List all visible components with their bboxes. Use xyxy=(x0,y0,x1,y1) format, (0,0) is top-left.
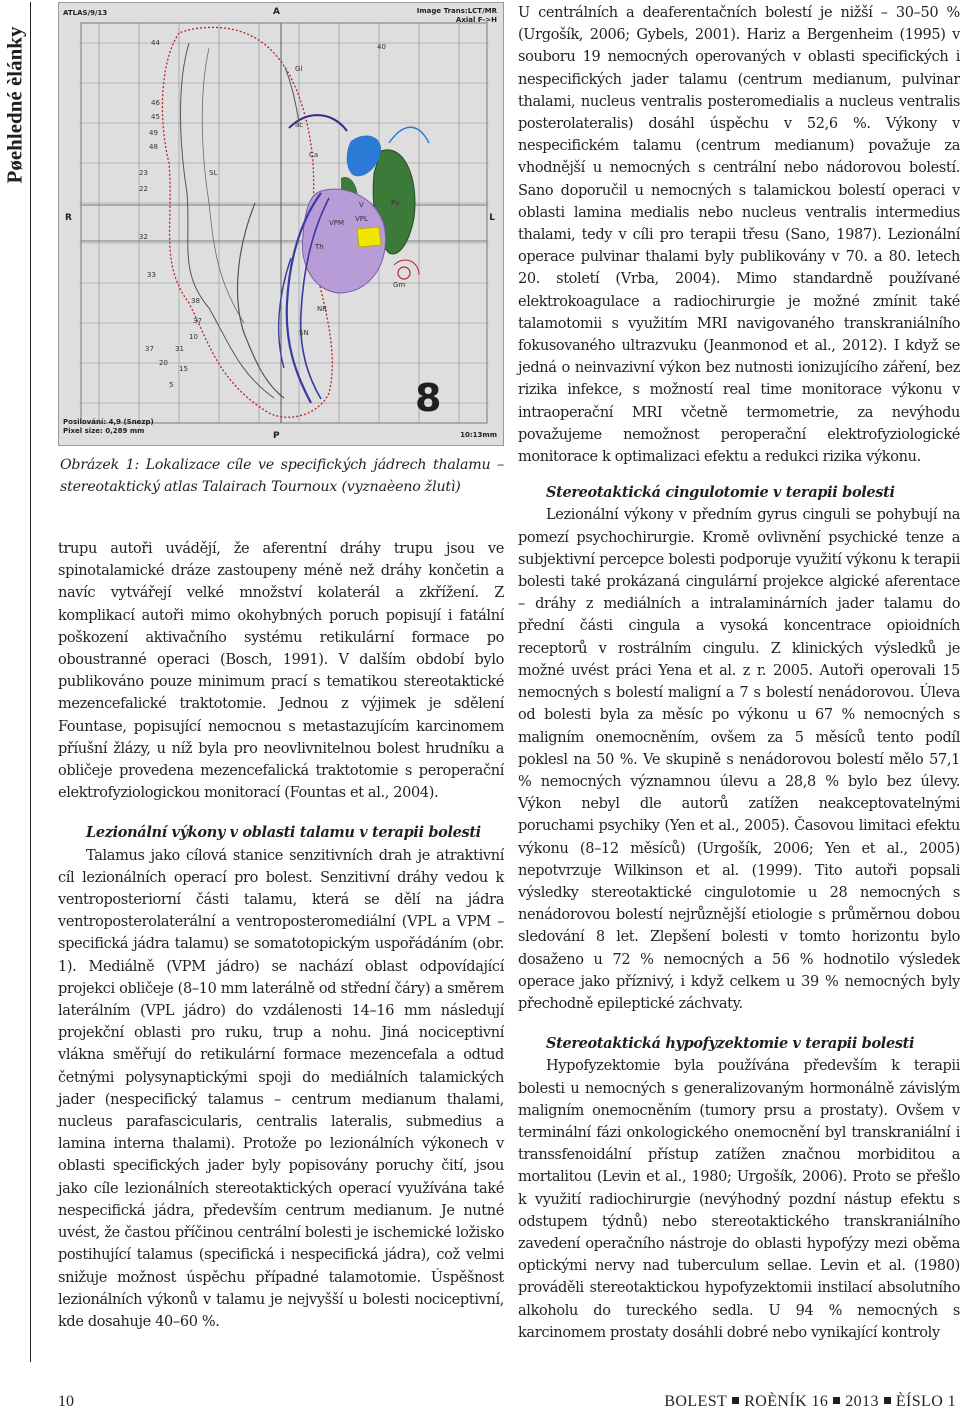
right-column xyxy=(518,2,960,1344)
atlas-label: 15 xyxy=(179,365,188,373)
side-rule xyxy=(30,2,31,1362)
page-number: 10 xyxy=(58,1393,74,1410)
atlas-label: 33 xyxy=(147,271,156,279)
journal-issue: ÈÍSLO 1 xyxy=(895,1393,956,1410)
right-paragraph-2: Lezionální výkony v předním gyrus cinguli se pohybují na pomezí psychochirurgie. Kromě ovlivnění psychické tenze a subjektivní percepce bolesti podporuje využití výkonu k terapii bolesti také prokázaná cingulární projekce algické aferentace – dráhy z mediálních a intralaminárních jader talamu do přední části cingula a vysoká koncentrace opioidních receptorů v rostrálním cingulu. Z klinických výsledků je možné uvést práci Yena et al. z r. 2005. Autoři operovali 15 nemocných s bolestí maligní a 7 s bolestí nenádorovou. Úleva od bolesti byla za měsíc po výkonu u 67 % nemocných s maligním onemocněním, ovšem za 5 měsíců tento podíl poklesl na 50 %. Ve skupině s nenádorovou bolestí mělo 57,1 % nemocných významnou úlevu a 28,8 % bylo bez úlevy. Výkon nebyl dle autorů zatížen neakceptovatelnými poruchami psychiky (Yen et al., 2005). Časovou limitaci efektu výkonu (8–12 měsíců) (Urgošík, 2006; Yen et al., 2005) nepotvrzuje Wilkinson et al. (1999). Tito autoři popsali výsledky stereotaktické cingulotomie u 28 nemocných s nenádorovou bolestí nejrůznější etiologie s průměrnou dobou sledování 8 let. Zlepšení bolesti v tomto horizontu bylo dosaženo u 72 % nemocných a 56 % hodnotilo výsledek operace jako příznivý, i když celkem u 39 % nemocných byly přechodně epileptické záchvaty. xyxy=(518,507,960,1012)
atlas-label: SN xyxy=(299,329,309,337)
figure-edge-r: R xyxy=(65,213,72,223)
right-paragraph-1: U centrálních a deaferentačních bolestí je nižší – 30–50 % (Urgošík, 2006; Gybels, 2001). Hariz a Bergenheim (1995) v souboru 19 nemocných operovaných v oblasti specifických i nespecifických jader talamu (centrum medianum, pulvinar thalami, nucleus ventralis posteromedialis a nucleus ventralis posterolateralis) dosáhl úspěchu v 52,6 %. Výkony v nespecifickém talamu (centrum medianum) považuje za vhodnější u nemocných s centrální nebo nádorovou bolestí. Sano doporučil u nemocných s talamickou bolestí operaci v oblasti lamina medialis nebo nucleus ventralis intermedius thalami, tedy v cíli pro terapii třesu (Sano, 1987). Lezionální operace pulvinar thalami byly publikovány v 70. a 80. letech 20. století (Vrba, 2004). Mimo standardně používané elektrokoagulace a radiochirurgie je možné zmínit také talamotomii s využitím MRI navigovaného transkraniálního fokusovaného ultrazvuku (Jeanmonod et al., 2012). I když se jedná o neinvazivní výkon bez nutnosti ionizujícího záření, bez rizika infekce, s možností real time monitorace výkonu v intraoperační MRI včetně termometrie, za nevýhodu považujeme nemožnost peroperační elektrofyziologické monitorace k optimalizaci efektu a redukci rizika výkonu. xyxy=(518,5,960,466)
atlas-label: 37 xyxy=(145,345,154,353)
target-yellow xyxy=(357,227,381,247)
section-heading-cingulotomy: Stereotaktická cingulotomie v terapii bolesti xyxy=(546,484,895,502)
section-label xyxy=(0,0,30,210)
atlas-label: 37 xyxy=(193,317,202,325)
caption-text: Lokalizace cíle ve specifických jádrech thalamu – stereotaktický atlas Talairach Tournoux (vyznaèeno žlutì) xyxy=(60,457,504,495)
figure-big-number: 8 xyxy=(415,376,442,420)
atlas-label: 48 xyxy=(149,143,158,151)
figure-footer-left xyxy=(63,418,154,436)
square-separator-icon xyxy=(884,1397,891,1404)
square-separator-icon xyxy=(833,1397,840,1404)
figure-header-right-2: Axial F->H xyxy=(455,16,497,24)
caption-lead: Obrázek 1: xyxy=(60,457,140,473)
atlas-label: Pu xyxy=(391,199,400,207)
figure-header-left: ATLAS/9/13 xyxy=(63,9,108,17)
figure-footer-right: 10:13mm xyxy=(460,431,497,439)
section-label-text: Pøehledné èlánky xyxy=(2,26,27,184)
figure-footer-p: P xyxy=(273,431,280,441)
figure-header-right xyxy=(417,7,497,25)
square-separator-icon xyxy=(732,1397,739,1404)
atlas-label: 10 xyxy=(189,333,198,341)
atlas-figure xyxy=(58,2,504,446)
figure-edge-l: L xyxy=(489,213,495,223)
atlas-label: VPL xyxy=(355,215,368,223)
left-paragraph-1: trupu autoři uvádějí, že aferentní dráhy trupu jsou ve spinotalamické dráze zastoupeny méně než dráhy končetin a navíc vytvářejí velké množství kolaterál a zkřížení. Z komplikací autoři mimo okohybných poruch popisují i fatální poškození aktivačního systému retikulární formace po oboustranné operaci (Bosch, 1991). V dalším období bylo publikováno pouze minimum prací s tematikou stereotaktické mezencefalické traktotomie. Jednou z výjimek je sdělení Fountase, popisující nemocnou s metastazujícím karcinomem příušní žlázy, u níž byla pro neovlivnitelnou bolest hrudníku a obličeje provedena mezencefalická traktotomie s peroperační elektrofyziologickou monitorací (Fountas et al., 2004). xyxy=(58,541,504,802)
journal-name: BOLEST xyxy=(664,1393,728,1410)
atlas-label: Gl xyxy=(295,65,303,73)
atlas-label: Gm xyxy=(393,281,406,289)
left-paragraph-2: Talamus jako cílová stanice senzitivních drah je atraktivní cíl lezionálních operací pro bolest. Senzitivní dráhy vedou k ventroposteriorní části talamu, která se dělí na jádra ventroposterolaterální a ventroposteromediální (VPL a VPM – specifická jádra talamu) se somatotopickým uspořádáním (obr. 1). Mediálně (VPM jádro) se nachází oblast odpovídající projekci obličeje (8–10 mm laterálně od střední čáry) a směrem laterálním (VPL jádro) do vzdálenosti 14–16 mm následují projekční oblasti pro ruku, trup a nohu. Jiná nociceptivní vlákna směřují do retikulární formace mezencefala a odtud četnými polysynaptickými spoji do mediálních talamických jader (nespecifický talamus – centrum medianum thalami, nucleus parafascicularis, centralis lateralis, submedius a lamina interna thalami). Protože po lezionálních výkonech v oblasti specifických jader byly popisovány poruchy čití, jsou jako cíle lezionálních stereotaktických operací využívána také nespecifická jádra, především centrum medianum. Je nutné uvést, že častou příčinou centrální bolesti je ischemické ložisko postihující talamus (specifická i nespecifická jádra), což velmi snižuje možnost úspěchu případné talamotomie. Úspěšnost lezionálních výkonů v talamu je nejvyšší u bolesti nociceptivní, kde dosahuje 40–60 %. xyxy=(58,847,504,1330)
atlas-label: Th xyxy=(315,243,324,251)
atlas-label: NR xyxy=(317,305,328,313)
atlas-label: Ca xyxy=(309,151,319,159)
atlas-label: 49 xyxy=(149,129,158,137)
left-column xyxy=(58,538,504,1333)
atlas-label: 5 xyxy=(169,381,174,389)
journal-year: 2013 xyxy=(845,1393,879,1410)
figure-header-right-1: Image Trans:LCT/MR xyxy=(416,7,497,15)
figure-caption xyxy=(60,454,504,498)
atlas-label: 31 xyxy=(175,345,184,353)
journal-volume: ROÈNÍK 16 xyxy=(744,1393,829,1410)
atlas-label: 46 xyxy=(151,99,160,107)
atlas-label: 22 xyxy=(139,185,148,193)
figure-footer-left-1: Posilování: 4,9 (Snezp) xyxy=(63,418,154,426)
atlas-label: V xyxy=(359,201,364,209)
journal-footer xyxy=(664,1393,956,1411)
atlas-label: 20 xyxy=(159,359,168,367)
atlas-label: 23 xyxy=(139,169,148,177)
atlas-label: 32 xyxy=(139,233,148,241)
section-heading-hypophysectomy: Stereotaktická hypofyzektomie v terapii bolesti xyxy=(546,1035,915,1053)
figure-header-a: A xyxy=(273,7,280,17)
figure-footer-left-2: Pixel size: 0,289 mm xyxy=(63,427,145,435)
atlas-label: 44 xyxy=(151,39,160,47)
atlas-grid xyxy=(79,23,489,423)
atlas-label: VPM xyxy=(329,219,345,227)
atlas-label: 45 xyxy=(151,113,160,121)
right-paragraph-3: Hypofyzektomie byla používána především k terapii bolesti u nemocných s generalizovaným hormonálně závislým maligním onemocněním (tumory prsu a prostaty). Ovšem v terminální fázi onkologického onemocnění byl transkraniální i transsfenoidální přístup zatížen značnou morbiditou a mortalitou (Levin et al., 1980; Urgošík, 2006). Proto se přešlo k využití radiochirurgie (nevýhodný pozdní nástup efektu s odstupem týdnů) nebo stereotaktického transkraniálního zavedení operačního nástroje do oblasti hypofýzy mezi oběma optickými nervy nad tuberculum sellae. Levin et al. (1980) prováděli stereotaktickou hypofyzektomii instilací absolutního alkoholu do tureckého sedla. U 94 % nemocných s karcinomem prostaty dosáhli dobré nebo vynikající kontroly xyxy=(518,1058,960,1341)
atlas-label: 38 xyxy=(191,297,200,305)
section-heading-thalamus: Lezionální výkony v oblasti talamu v terapii bolesti xyxy=(86,824,481,842)
atlas-label: ac xyxy=(295,121,304,129)
atlas-label: 40 xyxy=(377,43,386,51)
atlas-label: SL xyxy=(209,169,218,177)
